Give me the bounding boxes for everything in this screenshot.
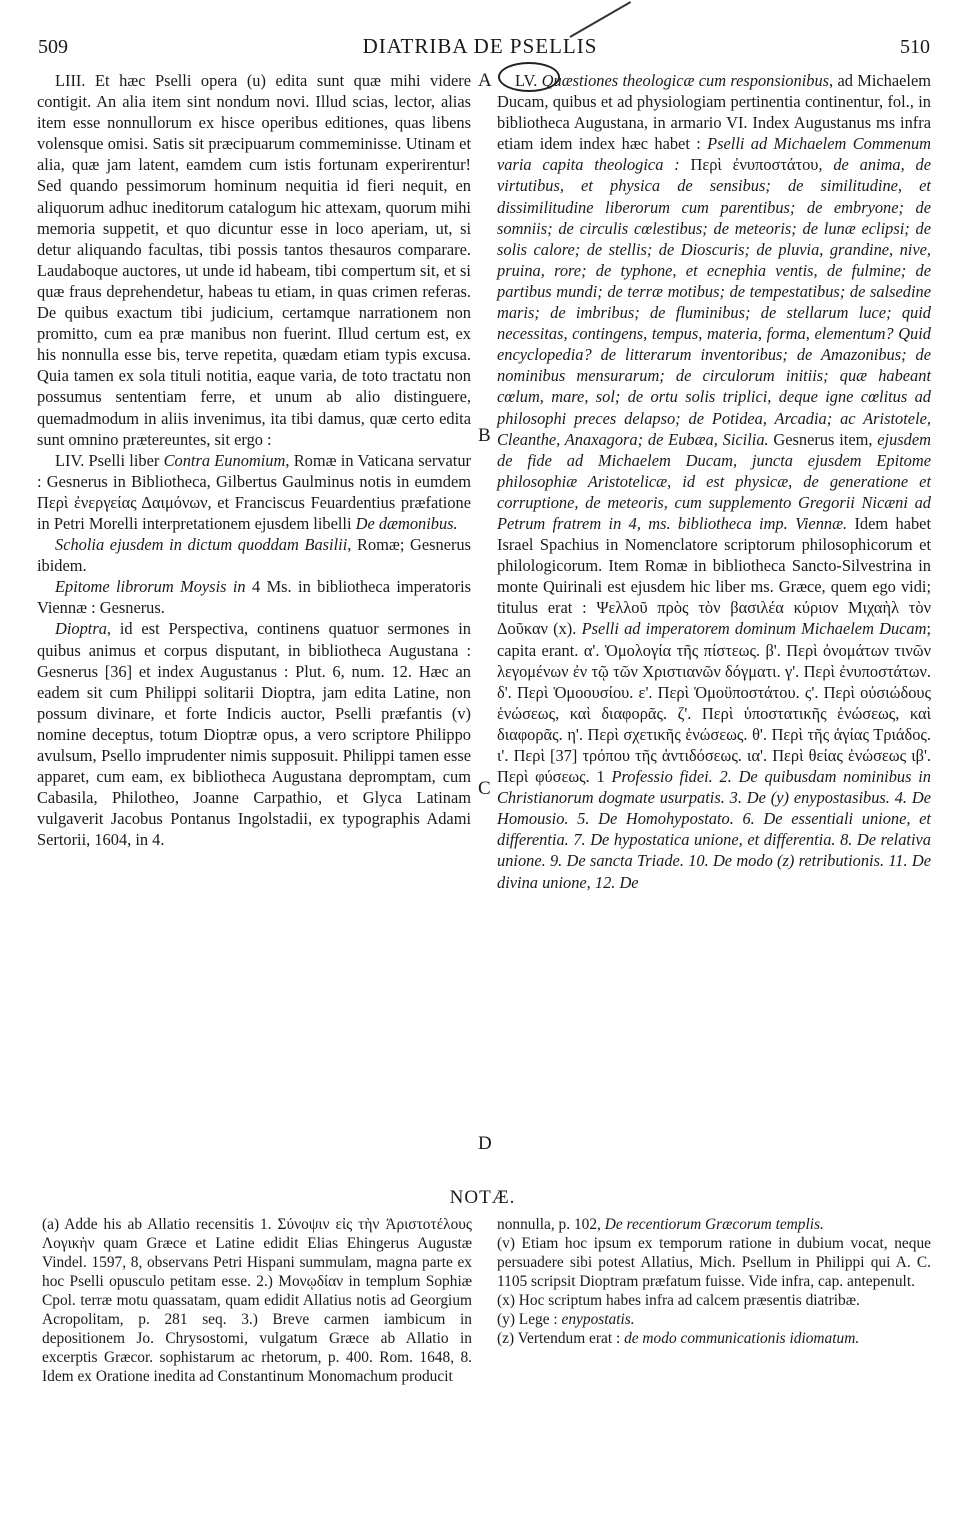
note-y — [497, 1310, 931, 1329]
text: Idem habet Israel Spachius in Nomenclatore scriptorum philosophicorum et philologicorum. Item Romæ in bibliotheca Sancto-Silvestrina in monte Quirinali est ejusdem hic liber ms. Græce, quem ego vidi; titulus erat : Ψελλοῦ πρὸς τὸν βασιλέα κύριον Μιχαὴλ τὸν Δοῦκαν (x). — [497, 513, 932, 639]
margin-marker-b: B — [478, 425, 491, 446]
running-header — [30, 30, 930, 62]
work-title: De recentiorum Græcorum templis. — [604, 1216, 824, 1233]
term: enypostatis. — [561, 1311, 635, 1328]
note-x: (x) Hoc scriptum habes infra ad calcem præsentis diatribæ. — [497, 1292, 860, 1309]
work-title: Dioptra — [55, 619, 107, 639]
greek-text: ; capita erant. α'. Ὁμολογία τῆς πίστεως. β'. Περὶ ὀνομάτων τινῶν λεγομένων ἐν τῷ τῶν Χριστιανῶν δόγματι. γ'. Περὶ ἐνυποστάτων. δ'. Περὶ Ὁμοουσίου. ε'. Περὶ Ὁμοϋποστάτου. ς'. Περὶ οὐσιώδους ἑνώσεως, καὶ διαφορᾶς. ζ'. Περὶ ὑποστατικῆς ἑνώσεως, καὶ διαφορᾶς. η'. Περὶ σχετικῆς ἑνώσεως. θ'. Περὶ τῆς ἁγίας Τριάδος. ι'. Περὶ [37] τρόπου τῆς ἀντιδόσεως. ια'. Περὶ θείας ἑνώσεως ιβ'. Περὶ φύσεως. 1 — [497, 619, 932, 787]
work-list: Professio fidei. 2. De quibusdam nominibus in Christianorum dogmate usurpatis. 3. De (y) enypostasibus. 4. De Homousio. 5. De Homohypostato. 6. De essentiali unione, et differentia. 7. De hypostatica unione, et differentia. 8. De relativa unione. 9. De sancta Triade. 10. De modo (z) retributionis. 11. De divina unione, 12. De — [497, 767, 931, 892]
work-title: Scholia ejusdem in dictum quoddam Basilii — [55, 535, 348, 555]
note-a-continued — [497, 1215, 931, 1234]
paragraph-liii: LIII. Et hæc Pselli opera (u) edita sunt quæ mihi videre contigit. An alia item sint nondum novi. Illud scias, lector, alias item esse nonnullorum ex hisce operibus editiones, quas libens volensque omisi. Satis sit præcipuarum commeminisse. Utinam et alia, quæ jam latent, eamdem cum istis fortunam experirentur! Sed quando pessimorum hominum nequitia id fieri nequit, en aliquorum adhuc ineditorum catalogum hic attexam, quorum mihi memoria suppetit, et quo dicuntur esse in loco aperiam, ut, si detur aliquando facultas, tibi possis tantos thesauros comparare. Laudaboque auctores, ut unde id habeam, tibi compertum sit, et si quæ fraus deprehendetur, habeas tu etiam, in quas crimen referas. De quibus exactum tibi judicium, certamque narrationem non promitto, cum ea præ manibus non fuerint. Illud certum est, ex his nonnulla esse bis, terve repetita, quædam etiam typis excusa. Quia tamen ex sola tituli notitia, eaque varia, de toto tractatu non possumus sententiam ferre, et unum ab alio distinguere, quemadmodum in aliis invenimus, ita tibi damus, quæ certo edita sunt omnino prætereuntes, sit ergo : — [37, 71, 471, 449]
text: LIV. Pselli liber — [55, 450, 164, 470]
text: 4 Ms. in bibliotheca imperatoris Viennæ : Gesnerus. — [37, 577, 472, 618]
running-title: DIATRIBA DE PSELLIS — [362, 34, 598, 58]
page-number-left: 509 — [38, 36, 68, 58]
work-title: Epitome librorum Moysis in — [55, 577, 246, 597]
text: , ad Michaelem Ducam, quibus et ad physiologiam pertinentia continentur, fol., in bibliotheca Augustana, in armario VI. Index Augustanus ms infra etiam idem index hæc habet : — [497, 71, 931, 154]
notes-left-column — [42, 1215, 472, 1386]
margin-marker-a: A — [478, 70, 492, 91]
notes-heading: NOTÆ. — [449, 1187, 516, 1208]
paragraph-liv — [37, 450, 471, 534]
text: , Romæ; Gesnerus ibidem. — [37, 535, 472, 576]
text: LV. — [515, 71, 542, 90]
term: de modo communicationis idiomatum. — [624, 1330, 860, 1347]
work-title: Quæstiones theologicæ cum responsionibus — [541, 71, 830, 90]
work-title: De dæmonibus. — [355, 513, 458, 533]
paragraph-lv — [497, 70, 931, 893]
margin-marker-c: C — [478, 778, 491, 799]
text: , id est Perspectiva, continens quatuor sermones in quibus animus et corpus disputant, in bibliotheca Augustana : Gesnerus [36] et index Augustanus : Plut. 6, num. 12. Hæc an eadem sit cum Philippi solitarii Dioptra, jam edita Latine, non possum divinare, et forte Indicis auctor, Pselli præfantis (v) nomine deceptus, totum Dioptræ opus, a vero scriptore Philippo avulsum, Psello imprudenter nimis supposuit. Philippi tamen esse apparet, cum eam, ex bibliotheca Augustana depromptam, cum Cabasila, Philotheo, Joanne Carpathio, et Glyca Latinam vulgaverit Jacobus Pontanus Ingolstadii, ex typographis Adami Sertorii, 1604, in 4. — [37, 619, 471, 850]
margin-marker-d: D — [478, 1133, 492, 1154]
text: (y) Lege : — [497, 1311, 562, 1328]
work-title: Pselli ad Michaelem Commenum varia capita theologica : — [497, 134, 931, 175]
note-z — [497, 1329, 931, 1348]
right-column — [497, 70, 931, 893]
text: Gesnerus item, — [768, 429, 878, 449]
text: nonnulla, p. 102, — [497, 1216, 605, 1233]
notes-right-column — [497, 1215, 931, 1348]
paragraph-scholia — [37, 534, 471, 576]
paragraph-epitome — [37, 576, 471, 618]
note-a: (a) Adde his ab Allatio recensitis 1. Σύνοψιν εἰς τὴν Ἀριστοτέλους Λογικὴν quam Græce et Latine edidit Elias Ehingerus Augustæ Vindel. 1597, 8, observans Petri Hispani summulam, magna parte ex hoc Pselli opusculo petitam esse. 2.) Μονῳδίαν in templum Sophiæ Cpol. terræ motu quassatam, quam edidit Allatius notis ad Georgium Acropolitam, p. 281 seq. 3.) Breve carmen iambicum in depositionem Jo. Chrysostomi, vulgatum Græce ab Allatio in excerptis Græcor. sophistarum ac rhetorum, p. 400. Rom. 1648, 8. Idem ex Oratione inedita ad Constantinum Monomachum producit — [42, 1216, 472, 1385]
page-number-right: 510 — [900, 36, 930, 58]
text: , Romæ in Vaticana servatur : Gesnerus in Bibliotheca, Gilbertus Gaulminus notis in eumdem Περὶ ἐνεργείας Δαιμόνων, et Franciscus Feuardentius præfatione in Petri Morelli interpretationem ejusdem libelli — [37, 450, 471, 533]
paragraph-dioptra — [37, 618, 471, 850]
left-column — [37, 70, 471, 850]
work-title: ejusdem de fide ad Michaelem Ducam, juncta ejusdem Epitome philosophiæ Aristotelicæ, id est physicæ, de generatione et corruptione, de meteoris, cum supplemento Gregorii Nicæni ad Petrum fratrem in 4, ms. bibliotheca imp. Viennæ. — [497, 429, 931, 533]
work-list: , de anima, de virtutibus, et physica de sensibus; de similitudine, et dissimilitudine liberorum cum parentibus; de embryone; de somniis; de circulis cœlestibus; de meteoris; de lunæ eclipsi; de solis calore; de stellis; de Dioscuris; de pluvia, grandine, nive, pruina, rore; de typhone, et ecnephia ventis, de fulmine; de partibus mundi; de terræ motibus; de tempestatibus; de salsedine maris; de imbribus; de fluminibus; de stellarum luce; quid necessitas, contingens, tempus, materia, forma, elementum? Quid encyclopedia? de litterarum inventoribus; de Amazonibus; de nominibus mensurarum; de circulorum initiis; quæ habeant cœlum, mare, sol; de ortu solis triplici, deque igne cœlitus ad philosophi preces delapso; de Potidea, Arcadia; ac Aristotele, Cleanthe, Anaxagora; de Eubæa, Sicilia. — [497, 155, 931, 449]
greek-text: Περὶ ἐνυποστάτου — [690, 155, 819, 175]
work-title: Contra Eunomium — [163, 450, 286, 470]
note-v: (v) Etiam hoc ipsum ex temporum ratione in dubium vocat, neque persuadere sibi potest Allatius, Mich. Psellum in Philippi qui A. C. 1105 scripsit Dioptram præfatum fuisse. Vide infra, cap. antepenult. — [497, 1235, 931, 1290]
work-title: Pselli ad imperatorem dominum Michaelem Ducam — [581, 619, 927, 639]
text: (z) Vertendum erat : — [497, 1330, 625, 1347]
